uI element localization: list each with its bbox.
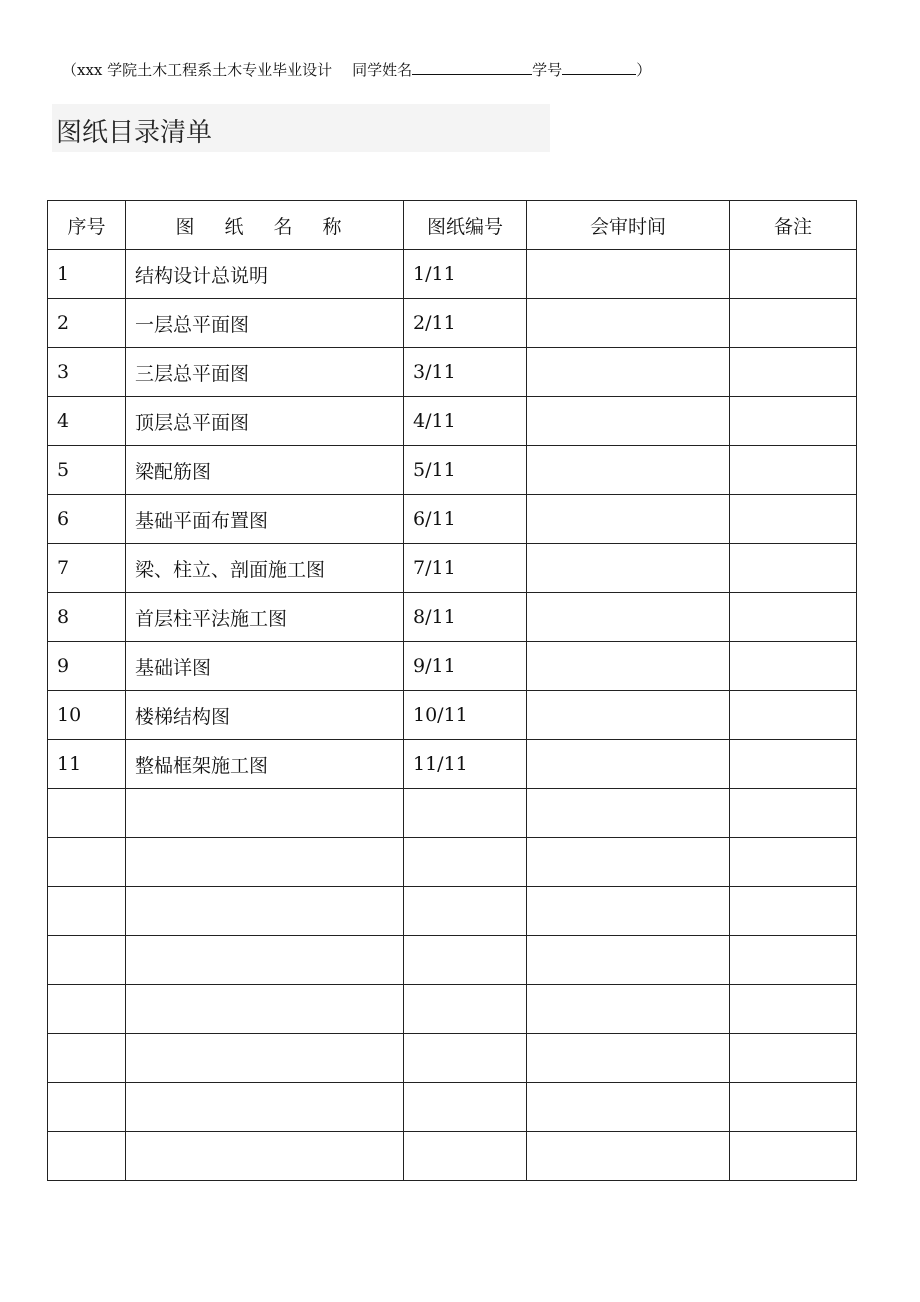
cell-name	[126, 1034, 404, 1083]
cell-name	[126, 985, 404, 1034]
table-row	[48, 299, 857, 348]
cell-note	[730, 593, 857, 642]
header-suffix: ）	[636, 61, 652, 79]
cell-review-time	[527, 691, 730, 740]
cell-name: 基础平面布置图	[126, 495, 404, 544]
cell-code: 10/11	[404, 691, 527, 740]
table-row	[48, 838, 857, 887]
cell-code	[404, 1083, 527, 1132]
cell-code: 8/11	[404, 593, 527, 642]
cell-review-time	[527, 1132, 730, 1181]
cell-no: 8	[48, 593, 126, 642]
cell-no: 9	[48, 642, 126, 691]
table-header-row	[48, 201, 857, 250]
header-prefix: （xxx 学院土木工程系土木专业毕业设计	[62, 61, 333, 79]
cell-note	[730, 691, 857, 740]
cell-review-time	[527, 936, 730, 985]
cell-name: 顶层总平面图	[126, 397, 404, 446]
cell-note	[730, 1132, 857, 1181]
cell-no	[48, 789, 126, 838]
cell-note	[730, 838, 857, 887]
cell-name: 梁配筋图	[126, 446, 404, 495]
column-header-code: 图纸编号	[404, 201, 527, 250]
table-row	[48, 691, 857, 740]
cell-no: 5	[48, 446, 126, 495]
column-header-name: 图 纸 名 称	[126, 201, 404, 250]
cell-code: 11/11	[404, 740, 527, 789]
cell-note	[730, 446, 857, 495]
student-id-blank[interactable]	[562, 58, 636, 75]
table-row	[48, 250, 857, 299]
cell-no	[48, 1132, 126, 1181]
cell-review-time	[527, 348, 730, 397]
cell-note	[730, 887, 857, 936]
table-row	[48, 1132, 857, 1181]
table-row	[48, 985, 857, 1034]
cell-no	[48, 985, 126, 1034]
cell-code	[404, 789, 527, 838]
cell-no	[48, 1034, 126, 1083]
cell-code: 3/11	[404, 348, 527, 397]
table-row	[48, 495, 857, 544]
cell-no: 6	[48, 495, 126, 544]
cell-name: 整榀框架施工图	[126, 740, 404, 789]
cell-code	[404, 936, 527, 985]
table-row	[48, 1083, 857, 1132]
cell-name: 一层总平面图	[126, 299, 404, 348]
cell-name	[126, 887, 404, 936]
cell-code	[404, 1132, 527, 1181]
cell-name	[126, 1132, 404, 1181]
cell-code: 5/11	[404, 446, 527, 495]
cell-name: 基础详图	[126, 642, 404, 691]
cell-note	[730, 1083, 857, 1132]
student-name-label: 同学姓名	[352, 61, 413, 79]
cell-review-time	[527, 495, 730, 544]
cell-note	[730, 299, 857, 348]
cell-note	[730, 397, 857, 446]
cell-note	[730, 544, 857, 593]
table-row	[48, 789, 857, 838]
column-header-no: 序号	[48, 201, 126, 250]
cell-note	[730, 642, 857, 691]
cell-no: 11	[48, 740, 126, 789]
cell-no: 2	[48, 299, 126, 348]
cell-name	[126, 936, 404, 985]
cell-note	[730, 1034, 857, 1083]
drawing-catalog-table	[47, 200, 857, 1181]
cell-review-time	[527, 446, 730, 495]
cell-review-time	[527, 1034, 730, 1083]
cell-name: 楼梯结构图	[126, 691, 404, 740]
student-name-blank[interactable]	[412, 58, 532, 75]
cell-review-time	[527, 887, 730, 936]
cell-no: 10	[48, 691, 126, 740]
cell-review-time	[527, 985, 730, 1034]
column-header-note: 备注	[730, 201, 857, 250]
cell-note	[730, 495, 857, 544]
cell-review-time	[527, 250, 730, 299]
table-body	[48, 250, 857, 1181]
table-row	[48, 887, 857, 936]
table-row	[48, 642, 857, 691]
cell-no	[48, 838, 126, 887]
cell-note	[730, 985, 857, 1034]
cell-name	[126, 789, 404, 838]
document-header	[62, 58, 651, 80]
cell-no: 4	[48, 397, 126, 446]
cell-code: 7/11	[404, 544, 527, 593]
cell-name	[126, 838, 404, 887]
cell-code	[404, 887, 527, 936]
cell-code: 4/11	[404, 397, 527, 446]
cell-name: 结构设计总说明	[126, 250, 404, 299]
page-title: 图纸目录清单	[56, 118, 213, 148]
cell-no	[48, 936, 126, 985]
cell-code: 6/11	[404, 495, 527, 544]
column-header-review-time: 会审时间	[527, 201, 730, 250]
table-row	[48, 1034, 857, 1083]
table-row	[48, 544, 857, 593]
cell-code: 1/11	[404, 250, 527, 299]
cell-review-time	[527, 593, 730, 642]
cell-note	[730, 936, 857, 985]
cell-code	[404, 1034, 527, 1083]
cell-review-time	[527, 299, 730, 348]
cell-no: 3	[48, 348, 126, 397]
cell-code: 9/11	[404, 642, 527, 691]
cell-name: 梁、柱立、剖面施工图	[126, 544, 404, 593]
table-row	[48, 397, 857, 446]
cell-name: 三层总平面图	[126, 348, 404, 397]
cell-no	[48, 887, 126, 936]
cell-review-time	[527, 397, 730, 446]
student-id-label: 学号	[532, 61, 563, 79]
cell-review-time	[527, 1083, 730, 1132]
cell-note	[730, 250, 857, 299]
cell-code	[404, 838, 527, 887]
cell-code	[404, 985, 527, 1034]
cell-name	[126, 1083, 404, 1132]
cell-note	[730, 348, 857, 397]
cell-note	[730, 740, 857, 789]
cell-no: 7	[48, 544, 126, 593]
cell-note	[730, 789, 857, 838]
cell-review-time	[527, 789, 730, 838]
cell-no	[48, 1083, 126, 1132]
cell-review-time	[527, 642, 730, 691]
cell-name: 首层柱平法施工图	[126, 593, 404, 642]
table-row	[48, 446, 857, 495]
cell-review-time	[527, 838, 730, 887]
cell-review-time	[527, 544, 730, 593]
cell-no: 1	[48, 250, 126, 299]
table-row	[48, 740, 857, 789]
table-row	[48, 593, 857, 642]
cell-code: 2/11	[404, 299, 527, 348]
table-row	[48, 936, 857, 985]
table-row	[48, 348, 857, 397]
cell-review-time	[527, 740, 730, 789]
